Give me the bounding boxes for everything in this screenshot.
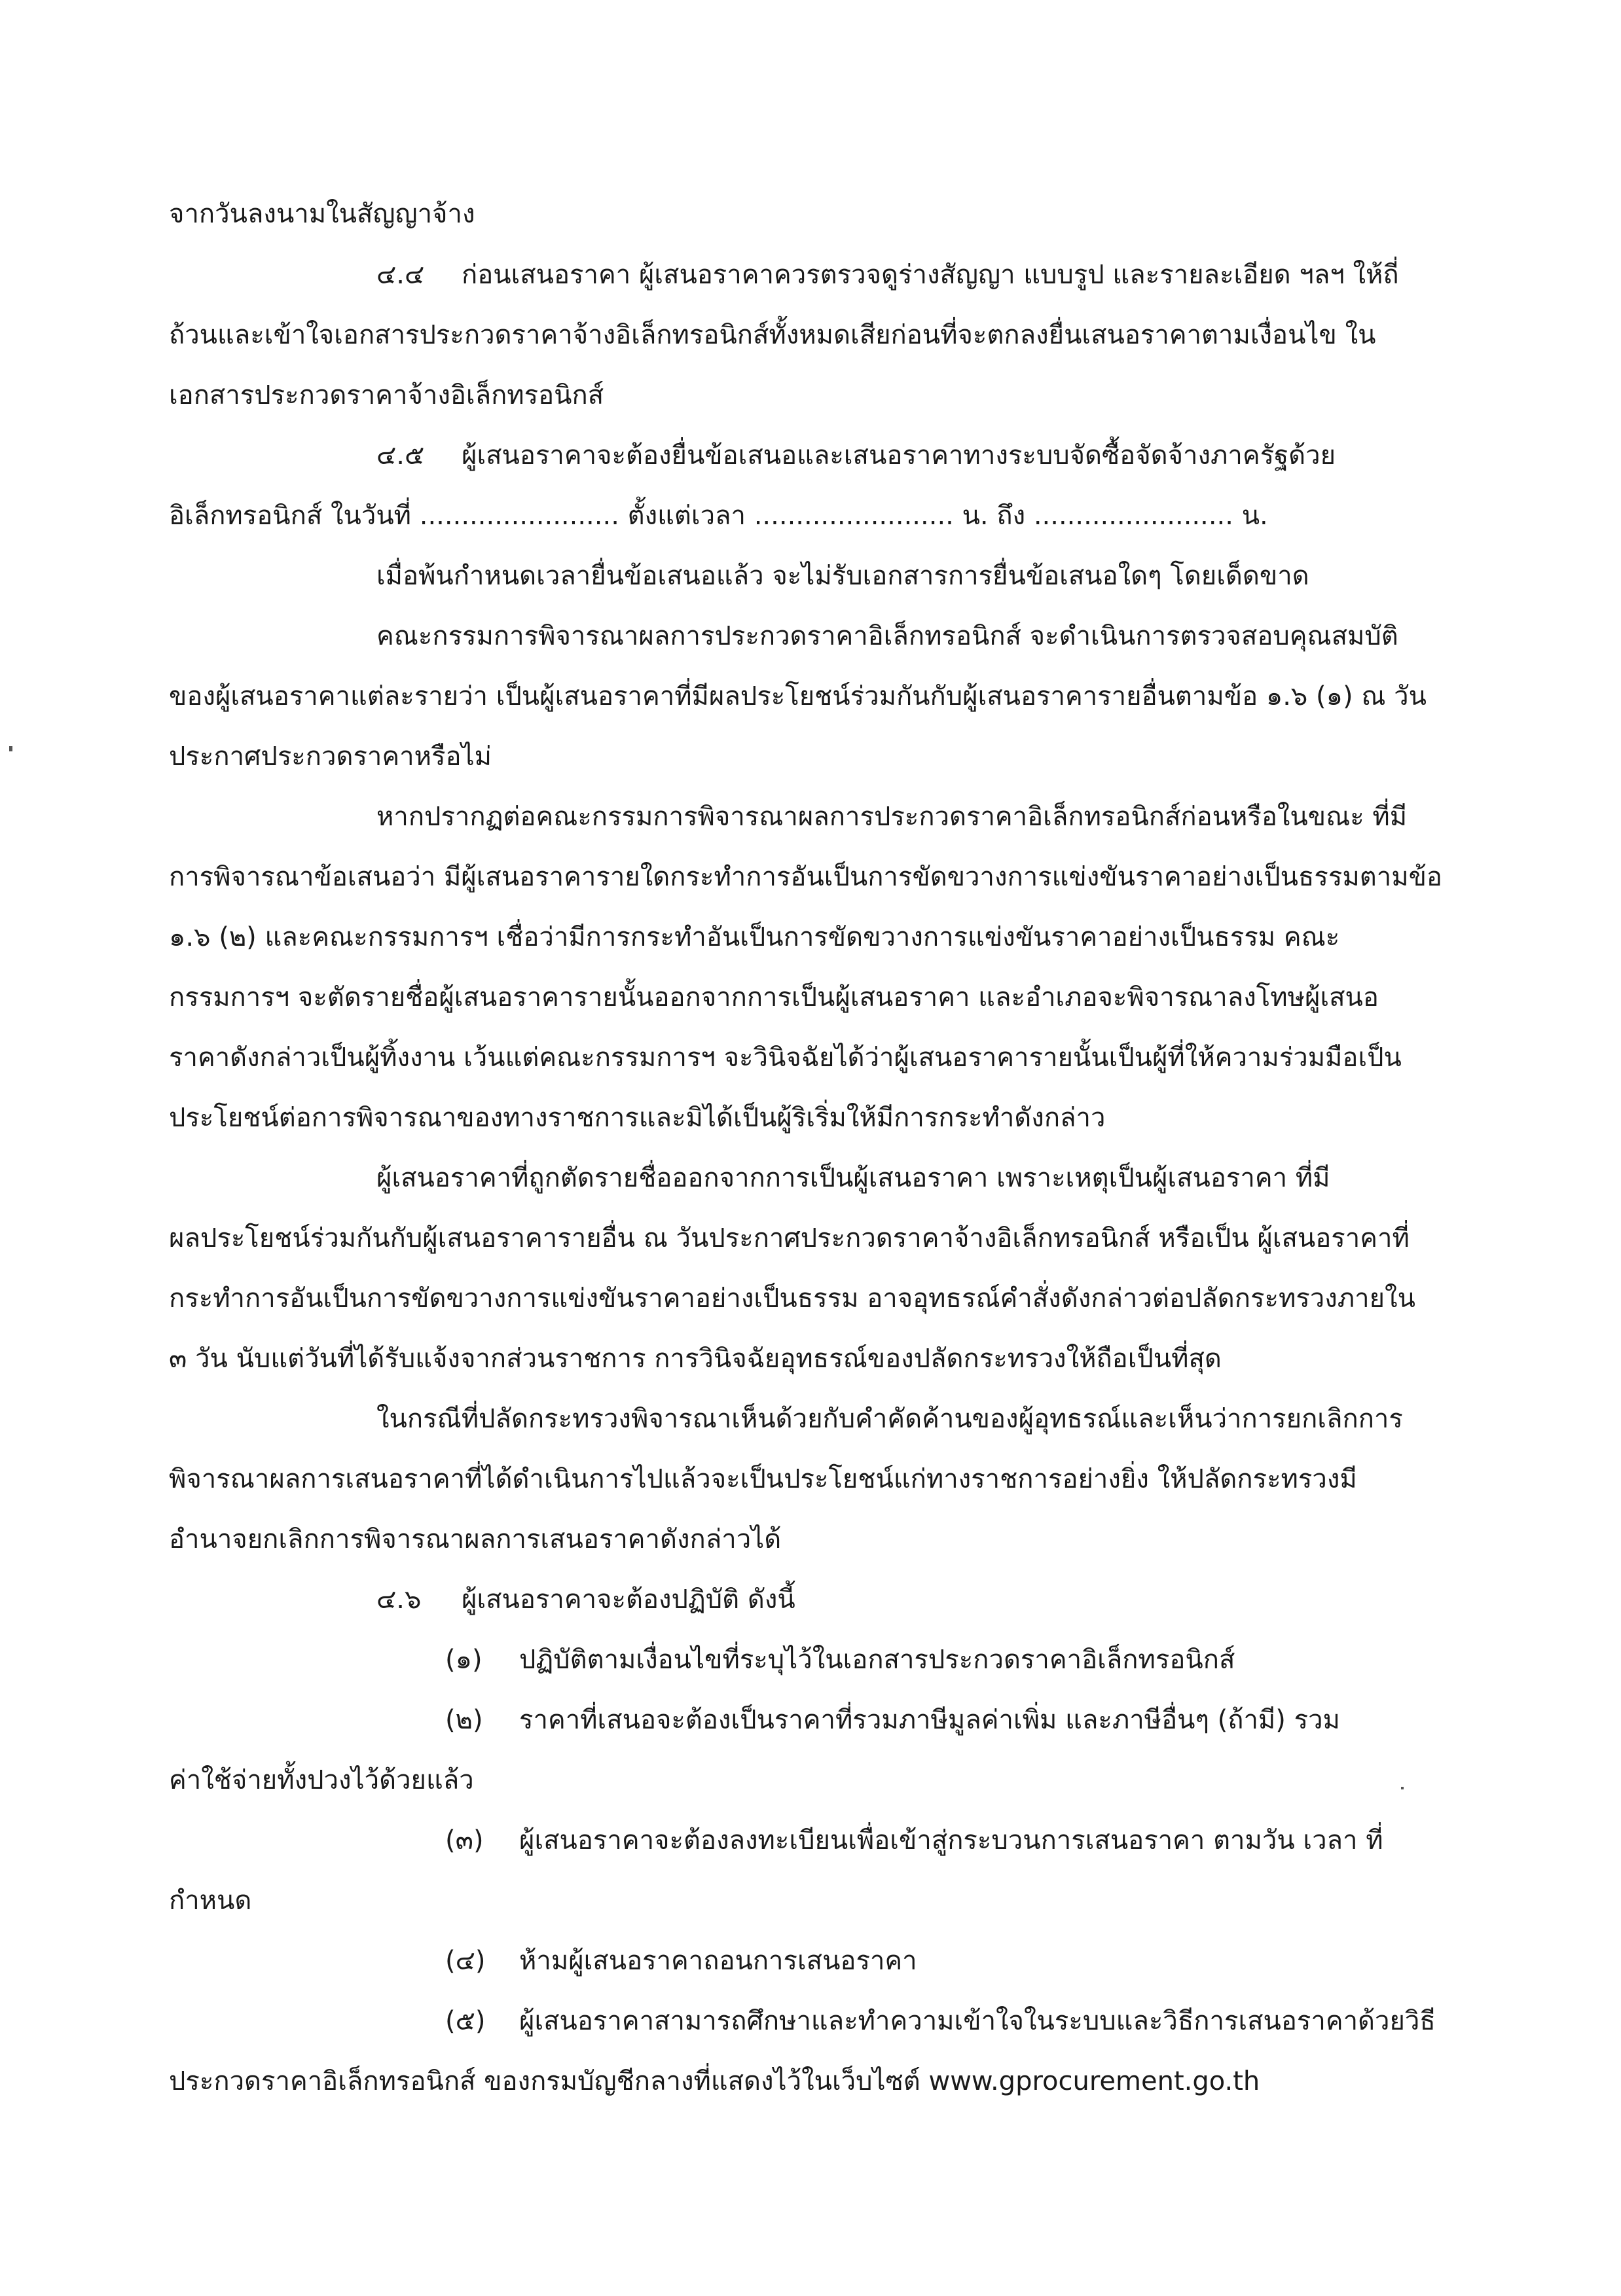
text-line: อิเล็กทรอนิกส์ ในวันที่ ........................ ตั้งแต่เวลา ........................ น. ถึง ........................ น. xyxy=(169,501,1268,531)
text-line: ประกวดราคาอิเล็กทรอนิกส์ ของกรมบัญชีกลางที่แสดงไว้ในเว็บไซต์ www.gprocurement.go.th xyxy=(169,2066,1260,2096)
text-line: ผู้เสนอราคาสามารถศึกษาและทำความเข้าใจในระบบและวิธีการเสนอราคาด้วยวิธี xyxy=(519,2006,1436,2036)
text-line: อำนาจยกเลิกการพิจารณาผลการเสนอราคาดังกล่าวได้ xyxy=(169,1524,782,1554)
section-number: ๔.๖ xyxy=(376,1585,422,1615)
text-line: ๓ วัน นับแต่วันที่ได้รับแจ้งจากส่วนราชการ การวินิจฉัยอุทธรณ์ของปลัดกระทรวงให้ถือเป็นที่สุด xyxy=(169,1344,1222,1374)
text-line: พิจารณาผลการเสนอราคาที่ได้ดำเนินการไปแล้วจะเป็นประโยชน์แก่ทางราชการอย่างยิ่ง ให้ปลัดกระทรวงมี xyxy=(169,1464,1357,1494)
item-number: (๓) xyxy=(445,1825,484,1856)
text-line: หากปรากฏต่อคณะกรรมการพิจารณาผลการประกวดราคาอิเล็กทรอนิกส์ก่อนหรือในขณะ ที่มี xyxy=(376,802,1408,832)
text-line: ผู้เสนอราคาจะต้องลงทะเบียนเพื่อเข้าสู่กระบวนการเสนอราคา ตามวัน เวลา ที่ xyxy=(519,1825,1383,1856)
text-line: ของผู้เสนอราคาแต่ละรายว่า เป็นผู้เสนอราคาที่มีผลประโยชน์ร่วมกันกับผู้เสนอราคารายอื่นตามข้อ ๑.๖ (๑) ณ วัน xyxy=(169,681,1427,711)
text-line: การพิจารณาข้อเสนอว่า มีผู้เสนอราคารายใดกระทำการอันเป็นการขัดขวางการแข่งขันราคาอย่างเป็นธรรมตามข้อ xyxy=(169,862,1442,892)
section-number: ๔.๔ xyxy=(376,260,425,290)
text-line: ผู้เสนอราคาที่ถูกตัดรายชื่อออกจากการเป็นผู้เสนอราคา เพราะเหตุเป็นผู้เสนอราคา ที่มี xyxy=(376,1163,1330,1193)
section-number: ๔.๕ xyxy=(376,440,425,471)
item-number: (๔) xyxy=(445,1946,486,1976)
text-line: ผู้เสนอราคาจะต้องปฏิบัติ ดังนี้ xyxy=(462,1585,795,1615)
scan-speck xyxy=(1401,1787,1404,1789)
text-line: ถ้วนและเข้าใจเอกสารประกวดราคาจ้างอิเล็กทรอนิกส์ทั้งหมดเสียก่อนที่จะตกลงยื่นเสนอราคาตามเงื่อนไข ใน xyxy=(169,320,1376,350)
text-line: ผู้เสนอราคาจะต้องยื่นข้อเสนอและเสนอราคาทางระบบจัดซื้อจัดจ้างภาครัฐด้วย xyxy=(462,440,1336,471)
text-line: ในกรณีที่ปลัดกระทรวงพิจารณาเห็นด้วยกับคำคัดค้านของผู้อุทธรณ์และเห็นว่าการยกเลิกการ xyxy=(376,1404,1403,1434)
text-line: จากวันลงนามในสัญญาจ้าง xyxy=(169,199,475,229)
text-line: ห้ามผู้เสนอราคาถอนการเสนอราคา xyxy=(519,1946,917,1976)
item-number: (๑) xyxy=(445,1645,483,1675)
text-line: ประกาศประกวดราคาหรือไม่ xyxy=(169,742,492,772)
text-line: ค่าใช้จ่ายทั้งปวงไว้ด้วยแล้ว xyxy=(169,1765,474,1795)
scan-speck xyxy=(9,746,12,751)
text-line: คณะกรรมการพิจารณาผลการประกวดราคาอิเล็กทรอนิกส์ จะดำเนินการตรวจสอบคุณสมบัติ xyxy=(376,621,1398,651)
text-line: กรรมการฯ จะตัดรายชื่อผู้เสนอราคารายนั้นออกจากการเป็นผู้เสนอราคา และอำเภอจะพิจารณาลงโทษผู้เสนอ xyxy=(169,982,1379,1013)
text-line: ราคาที่เสนอจะต้องเป็นราคาที่รวมภาษีมูลค่าเพิ่ม และภาษีอื่นๆ (ถ้ามี) รวม xyxy=(519,1705,1340,1735)
text-line: ปฏิบัติตามเงื่อนไขที่ระบุไว้ในเอกสารประกวดราคาอิเล็กทรอนิกส์ xyxy=(519,1645,1235,1675)
text-line: กำหนด xyxy=(169,1886,252,1916)
text-line: ราคาดังกล่าวเป็นผู้ทิ้งงาน เว้นแต่คณะกรรมการฯ จะวินิจฉัยได้ว่าผู้เสนอราคารายนั้นเป็นผู้ที่ให้ความร่วมมือเป็น xyxy=(169,1043,1402,1073)
text-line: ก่อนเสนอราคา ผู้เสนอราคาควรตรวจดูร่างสัญญา แบบรูป และรายละเอียด ฯลฯ ให้ถี่ xyxy=(462,260,1399,290)
text-line: กระทำการอันเป็นการขัดขวางการแข่งขันราคาอย่างเป็นธรรม อาจอุทธรณ์คำสั่งดังกล่าวต่อปลัดกระทรวงภายใน xyxy=(169,1283,1415,1314)
text-line: ๑.๖ (๒) และคณะกรรมการฯ เชื่อว่ามีการกระทำอันเป็นการขัดขวางการแข่งขันราคาอย่างเป็นธรรม คณะ xyxy=(169,922,1340,952)
text-line: ผลประโยชน์ร่วมกันกับผู้เสนอราคารายอื่น ณ วันประกาศประกวดราคาจ้างอิเล็กทรอนิกส์ หรือเป็น ผู้เสนอราคาที่ xyxy=(169,1223,1410,1253)
item-number: (๒) xyxy=(445,1705,483,1735)
text-line: เมื่อพ้นกำหนดเวลายื่นข้อเสนอแล้ว จะไม่รับเอกสารการยื่นข้อเสนอใดๆ โดยเด็ดขาด xyxy=(376,561,1309,591)
text-line: ประโยชน์ต่อการพิจารณาของทางราชการและมิได้เป็นผู้ริเริ่มให้มีการกระทำดังกล่าว xyxy=(169,1103,1106,1133)
text-line: เอกสารประกวดราคาจ้างอิเล็กทรอนิกส์ xyxy=(169,380,604,410)
item-number: (๕) xyxy=(445,2006,486,2036)
